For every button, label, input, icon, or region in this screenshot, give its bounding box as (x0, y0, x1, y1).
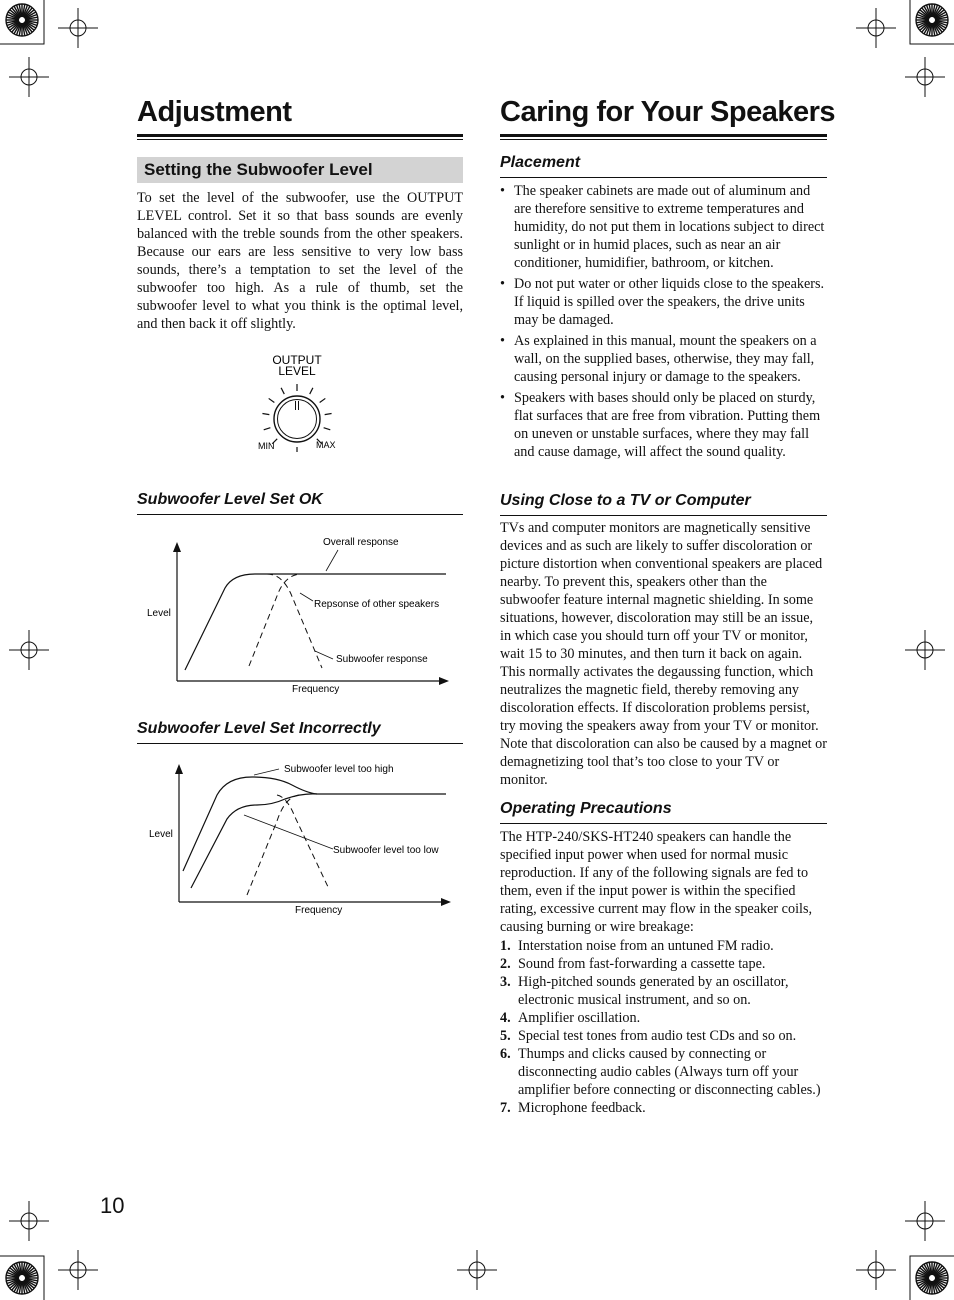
graph2-too-low-curve (191, 794, 317, 888)
knob-max-label: MAX (316, 440, 336, 450)
graph2-sub-dashed (277, 795, 329, 889)
placement-list (500, 182, 827, 464)
section-band-subwoofer-level: Setting the Subwoofer Level (137, 157, 463, 183)
graph2-ylabel: Level (149, 829, 173, 840)
list-item: 6. Thumps and clicks caused by connecting or disconnecting audio cables (Always turn off your amplifier before connecting or disconnecting cables.) (500, 1046, 821, 1098)
right-title: Caring for Your Speakers (500, 96, 836, 128)
list-item: • Speakers with bases should only be placed on sturdy, flat surfaces that are free from vibration. Putting them on uneven or unstable surfaces, where they may fall and cause damage, will affect the sound quality. (500, 389, 827, 461)
left-title-rule-thin (137, 139, 463, 140)
list-item: 5. Special test tones from audio test CDs and so on. (500, 1028, 797, 1044)
list-item: • Do not put water or other liquids close to the speakers. If liquid is spilled over the speakers, the drive units may be damaged. (500, 275, 827, 329)
knob-tick (262, 414, 269, 415)
crosshair-mark-icon (905, 630, 945, 670)
graph2-too-high-curve (183, 777, 446, 871)
list-item: • The speaker cabinets are made out of aluminum and are therefore sensitive to extreme temperatures and humidity, do not put them in locations subject to direct sunlight or in humid places, such as near an air conditioner, humidifier, bathroom, or kitchen. (500, 182, 827, 272)
precautions-list (500, 937, 827, 1117)
crosshair-mark-icon (457, 1250, 497, 1290)
crosshair-mark-icon (905, 1201, 945, 1241)
graph1-ylabel: Level (147, 608, 171, 619)
list-item: 2. Sound from fast-forwarding a cassette tape. (500, 956, 766, 972)
crosshair-mark-icon (9, 630, 49, 670)
knob-tick (320, 398, 326, 402)
graph1-subwoofer-curve (267, 574, 322, 668)
graph2-label-high: Subwoofer level too high (284, 764, 394, 775)
registration-rosette-icon (916, 4, 948, 36)
graph1-xlabel: Frequency (292, 684, 340, 695)
graph1-label-overall: Overall response (323, 537, 399, 548)
output-level-knob-figure (250, 350, 350, 456)
list-item: 7. Microphone feedback. (500, 1100, 646, 1116)
knob-tick (269, 398, 275, 402)
crosshair-mark-icon (9, 57, 49, 97)
graph-level-ok (137, 530, 463, 700)
heading-level-incorrect: Subwoofer Level Set Incorrectly (137, 720, 381, 737)
heading-placement-rule (500, 177, 827, 178)
graph2-xlabel: Frequency (295, 905, 343, 916)
knob-label-output: OUTPUT (272, 353, 322, 367)
list-item: 4. Amplifier oscillation. (500, 1010, 641, 1026)
knob-outer-ring (274, 396, 320, 442)
left-title-rule (137, 134, 463, 137)
heading-level-incorrect-rule (137, 743, 463, 744)
list-item: 3. High-pitched sounds generated by an oscillator, electronic musical instrument, and so on. (500, 974, 789, 1008)
precautions-paragraph: The HTP-240/SKS-HT240 speakers can handle the specified input power when used for normal music reproduction. If any of the following signals are fed to them, even if the input power is within the specified rating, excessive current may flow in the speaker coils, causing burning or wire breakage: (500, 829, 813, 935)
knob-tick (264, 428, 271, 430)
crosshair-mark-icon (856, 8, 896, 48)
graph2-other-dashed (247, 795, 299, 895)
crosshair-mark-icon (9, 1201, 49, 1241)
knob-tick (324, 428, 331, 430)
knob-tick (281, 388, 284, 394)
left-title: Adjustment (137, 96, 292, 128)
knob-tick (325, 414, 332, 415)
heading-level-ok-rule (137, 514, 463, 515)
heading-tv-computer-rule (500, 515, 827, 516)
crosshair-mark-icon (58, 1250, 98, 1290)
heading-placement: Placement (500, 154, 581, 171)
registration-rosette-icon (916, 1262, 948, 1294)
knob-tick (310, 388, 313, 394)
registration-rosette-icon (6, 1262, 38, 1294)
heading-operating-precautions: Operating Precautions (500, 800, 672, 817)
crosshair-mark-icon (905, 57, 945, 97)
list-item: 1. Interstation noise from an untuned FM radio. (500, 938, 774, 954)
crosshair-mark-icon (58, 8, 98, 48)
knob-min-label: MIN (258, 441, 275, 451)
graph2-label-low: Subwoofer level too low (333, 845, 439, 856)
heading-operating-precautions-rule (500, 823, 827, 824)
knob-label-level: LEVEL (278, 364, 316, 378)
graph1-label-other: Repsonse of other speakers (314, 599, 440, 610)
right-title-rule (500, 134, 827, 137)
list-item: • As explained in this manual, mount the speakers on a wall, on the supplied bases, otherwise, they may fall, causing personal injury or damage to the speakers. (500, 332, 827, 386)
knob-inner-ring (278, 400, 317, 439)
page-number: 10 (100, 1193, 125, 1218)
graph1-label-sub: Subwoofer response (336, 654, 428, 665)
heading-level-ok: Subwoofer Level Set OK (137, 491, 323, 508)
graph1-other-speakers-curve (249, 574, 302, 666)
tv-paragraph: TVs and computer monitors are magnetically sensitive devices and as such are likely to suffer discoloration or picture distortion when conventional speakers are placed nearby. To prevent this, speakers other than the subwoofer feature internal magnetic shielding. In some situations, however, discoloration may still be an issue, in which case you should turn off your TV or monitor, wait 15 to 30 minutes, and then turn it back on again. This normally activates the degaussing function, which neutralizes the magnetic field, thereby removing any discoloration effects. If discoloration problems persist, try moving the speakers away from your TV or monitor. Note that discoloration can also be caused by a magnet or demagnetizing tool that’s too close to your TV or monitor. (500, 520, 827, 788)
graph-level-incorrect (137, 757, 463, 921)
heading-tv-computer: Using Close to a TV or Computer (500, 492, 751, 509)
right-title-rule-thin (500, 139, 827, 140)
registration-rosette-icon (6, 4, 38, 36)
crosshair-mark-icon (856, 1250, 896, 1290)
intro-paragraph: To set the level of the subwoofer, use the OUTPUT LEVEL control. Set it so that bass sounds are evenly balanced with the treble sounds from the other speakers. Because our ears are less sensitive to very low bass sounds, there’s a temptation to set the level of the subwoofer too high. As a rule of thumb, set the subwoofer level to what you think is the optimal level, and then back it off slightly. (137, 190, 463, 332)
